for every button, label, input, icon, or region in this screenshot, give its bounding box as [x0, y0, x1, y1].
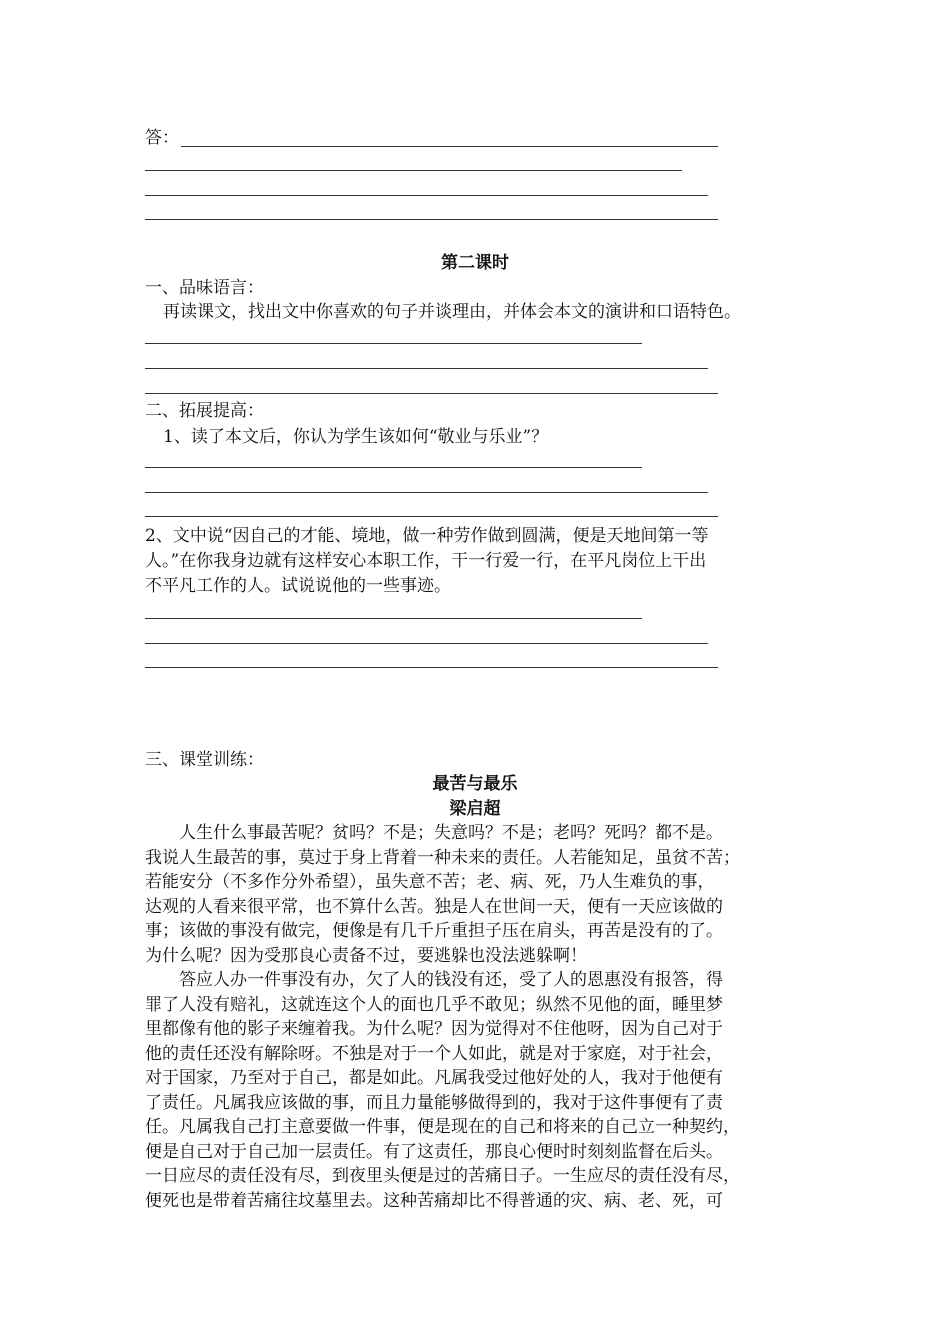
paragraph-line: 事；该做的事没有做完，便像是有几千斤重担子压在肩头，再苦是没有的了。 — [145, 921, 723, 941]
paragraph-line: 人生什么事最苦呢？贫吗？不是；失意吗？不是；老吗？死吗？都不是。 — [145, 823, 723, 843]
section3-heading: 三、课堂训练： — [145, 750, 264, 770]
answer-line[interactable] — [145, 195, 708, 196]
section2-question-2-line: 不平凡工作的人。试说说他的一些事迹。 — [145, 576, 451, 596]
section2-heading: 二、拓展提高： — [145, 401, 264, 421]
paragraph-line: 我说人生最苦的事，莫过于身上背着一种未来的责任。人若能知足，虽贫不苦； — [145, 847, 740, 868]
section2-question-2-line: 人。”在你我身边就有这样安心本职工作，干一行爱一行，在平凡岗位上干出 — [145, 551, 707, 571]
answer-line[interactable] — [145, 492, 708, 493]
section1-prompt: 再读课文，找出文中你喜欢的句子并谈理由，并体会本文的演讲和口语特色。 — [163, 302, 741, 322]
paragraph-line: 便死也是带着苦痛往坟墓里去。这种苦痛却比不得普通的灾、病、老、死，可 — [145, 1190, 723, 1211]
section1-heading: 一、品味语言： — [145, 278, 264, 298]
paragraph-line: 答应人办一件事没有办，欠了人的钱没有还，受了人的恩惠没有报答，得 — [145, 970, 723, 990]
answer-line[interactable] — [145, 516, 718, 517]
answer-line[interactable] — [145, 667, 718, 668]
lesson-title: 第二课时 — [441, 253, 509, 273]
answer-line[interactable] — [145, 368, 708, 369]
paragraph-line: 里都像有他的影子来缠着我。为什么呢？因为觉得对不住他呀，因为自己对于 — [145, 1019, 723, 1039]
article-title: 最苦与最乐 — [432, 774, 518, 794]
answer-line[interactable] — [145, 467, 642, 468]
paragraph-line: 若能安分（不多作分外希望），虽失意不苦；老、病、死，乃人生难负的事， — [145, 872, 715, 892]
answer-line[interactable] — [181, 146, 718, 147]
paragraph-line: 对于国家，乃至对于自己，都是如此。凡属我受过他好处的人，我对于他便有 — [145, 1068, 723, 1088]
section2-question-2-line: 2、文中说“因自己的才能、境地，做一种劳作做到圆满，便是天地间第一等 — [145, 526, 709, 546]
answer-label: 答： — [145, 128, 179, 148]
article-paragraph-2 — [145, 968, 807, 1213]
answer-line[interactable] — [145, 170, 682, 171]
paragraph-line: 达观的人看来很平常，也不算什么苦。独是人在世间一天，便有一天应该做的 — [145, 896, 723, 917]
answer-line[interactable] — [145, 343, 642, 344]
paragraph-line: 一日应尽的责任没有尽，到夜里头便是过的苦痛日子。一生应尽的责任没有尽， — [145, 1166, 740, 1186]
answer-line[interactable] — [145, 219, 718, 220]
article-author: 梁启超 — [449, 799, 501, 819]
answer-line[interactable] — [145, 618, 642, 619]
paragraph-line: 他的责任还没有解除呀。不独是对于一个人如此，就是对于家庭，对于社会， — [145, 1043, 723, 1064]
section2-question-1: 1、读了本文后，你认为学生该如何“敬业与乐业”？ — [163, 427, 549, 447]
answer-line[interactable] — [145, 643, 708, 644]
paragraph-line: 为什么呢？因为受那良心责备不过，要逃躲也没法逃躲啊！ — [145, 945, 587, 966]
paragraph-line: 了责任。凡属我应该做的事，而且力量能够做得到的，我对于这件事便有了责 — [145, 1092, 723, 1113]
answer-line[interactable] — [145, 393, 718, 394]
paragraph-line: 便是自己对于自己加一层责任。有了这责任，那良心便时时刻刻监督在后头。 — [145, 1141, 723, 1162]
paragraph-line: 罪了人没有赔礼，这就连这个人的面也几乎不敢见；纵然不见他的面，睡里梦 — [145, 994, 723, 1015]
article-paragraph-1 — [145, 821, 807, 968]
paragraph-line: 任。凡属我自己打主意要做一件事，便是现在的自己和将来的自己立一种契约， — [145, 1117, 740, 1137]
